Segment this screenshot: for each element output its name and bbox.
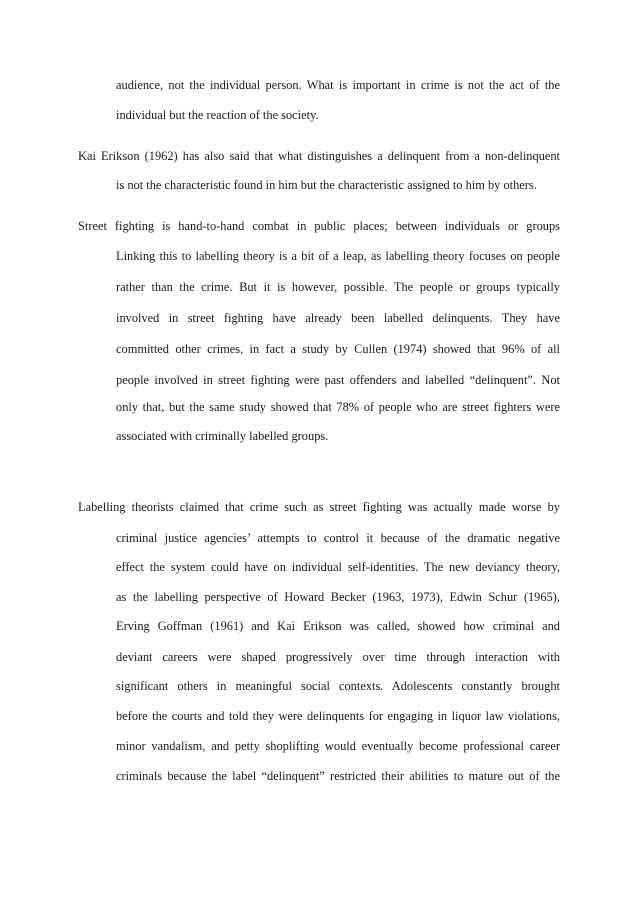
- paragraph-1-line-2: individual but the reaction of the society.: [116, 108, 319, 122]
- paragraph-4-line-2: criminal justice agencies’ attempts to control it because of the dramatic negative: [116, 531, 560, 545]
- paragraph-3-line-5: committed other crimes, in fact a study by Cullen (1974) showed that 96% of all: [116, 342, 560, 356]
- paragraph-3-line-8: associated with criminally labelled groups.: [116, 429, 329, 443]
- paragraph-4-line-7: significant others in meaningful social contexts. Adolescents constantly brought: [116, 679, 560, 693]
- paragraph-3-line-2: Linking this to labelling theory is a bit of a leap, as labelling theory focuses on people: [116, 249, 560, 263]
- paragraph-3-line-7: only that, but the same study showed that 78% of people who are street fighters were: [116, 400, 560, 414]
- paragraph-4-line-6: deviant careers were shaped progressively over time through interaction with: [116, 650, 560, 664]
- paragraph-3-line-3: rather than the crime. But it is however, possible. The people or groups typically: [116, 280, 560, 294]
- paragraph-3-line-1: Street fighting is hand-to-hand combat in public places; between individuals or groups: [78, 219, 560, 233]
- paragraph-2-line-2: is not the characteristic found in him but the characteristic assigned to him by others.: [116, 178, 537, 192]
- paragraph-3-line-4: involved in street fighting have already been labelled delinquents. They have: [116, 311, 560, 325]
- paragraph-1-line-1: audience, not the individual person. What is important in crime is not the act of the: [116, 78, 560, 92]
- paragraph-4-line-4: as the labelling perspective of Howard Becker (1963, 1973), Edwin Schur (1965),: [116, 590, 560, 604]
- paragraph-4-line-8: before the courts and told they were delinquents for engaging in liquor law violations,: [116, 709, 560, 723]
- paragraph-4-line-10: criminals because the label “delinquent” restricted their abilities to mature out of the: [116, 769, 560, 783]
- paragraph-4-line-9: minor vandalism, and petty shoplifting would eventually become professional career: [116, 739, 560, 753]
- paragraph-4-line-1: Labelling theorists claimed that crime such as street fighting was actually made worse by: [78, 500, 560, 514]
- paragraph-4-line-5: Erving Goffman (1961) and Kai Erikson was called, showed how criminal and: [116, 619, 560, 633]
- paragraph-2-line-1: Kai Erikson (1962) has also said that what distinguishes a delinquent from a non-delinquent: [78, 149, 560, 163]
- paragraph-3-line-6: people involved in street fighting were past offenders and labelled “delinquent”. Not: [116, 373, 560, 387]
- paragraph-4-line-3: effect the system could have on individual self-identities. The new deviancy theory,: [116, 560, 560, 574]
